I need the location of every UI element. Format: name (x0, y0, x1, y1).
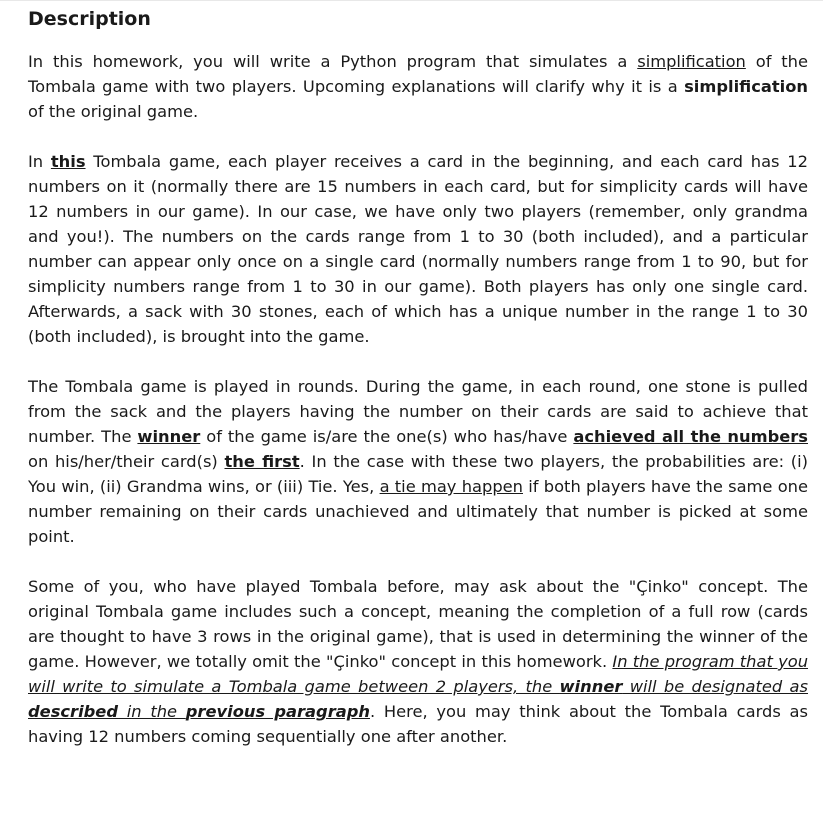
cinko-text-2: . Here, you may think about the Tombala cards as having 12 numbers coming sequentially one after another. (28, 702, 808, 746)
rounds-text-3: on his/her/their card(s) (28, 452, 225, 471)
cards-text-2: Tombala game, each player receives a card in the beginning, and each card has 12 numbers on it (normally there are 15 numbers in each card, but for simplicity cards will have 12 numbers in our game). In our case, we have only two players (remember, only grandma and you!). The numbers on the cards range from 1 to 30 (both included), and a particular number can appear only once on a single card (normally numbers range from 1 to 90, but for simplicity numbers range from 1 to 30 in our game). Both players has only one single card. Afterwards, a sack with 30 stones, each of which has a unique number in the range 1 to 30 (both included), is brought into the game. (28, 152, 809, 346)
cinko-text-1: Some of you, who have played Tombala before, may ask about the "Çinko" concept. The original Tombala game includes such a concept, meaning the completion of a full row (cards are thought to have 3 rows in the original game), that is used in determining the winner of the game. However, we totally omit the "Çinko" concept in this homework. (28, 577, 808, 671)
intro-text-2: of the Tombala game with two players. Upcoming explanations will clarify why it is a (28, 52, 809, 96)
paragraph-cinko (28, 574, 808, 749)
section-heading: Description (28, 8, 151, 30)
intro-underlined-simplification: simplification (637, 52, 746, 71)
rounds-underlined-tie: a tie may happen (379, 477, 523, 496)
cards-bold-this: this (50, 152, 86, 171)
rounds-text-1: The Tombala game is played in rounds. During the game, in each round, one stone is pulled from the sack and the players having the number on their cards are said to achieve that number. The (28, 377, 808, 446)
intro-text-3: of the original game. (28, 102, 199, 121)
rounds-bold-first: the first (224, 452, 300, 471)
cinko-italic-2: will be designated as (622, 677, 808, 696)
cinko-italic-bold-previous-paragraph: previous paragraph (185, 702, 370, 721)
cinko-italic-3: in the (118, 702, 186, 721)
intro-text-1: In this homework, you will write a Python program that simulates a (28, 52, 638, 71)
cinko-italic-bold-winner: winner (559, 677, 623, 696)
rounds-text-4: . In the case with these two players, the probabilities are: (i) You win, (ii) Grandma wins, or (iii) Tie. Yes, (28, 452, 808, 496)
cinko-italic-bold-described: described (28, 702, 119, 721)
rounds-bold-achieved: achieved all the numbers (573, 427, 808, 446)
rounds-bold-winner: winner (137, 427, 201, 446)
cards-text-1: In (28, 152, 51, 171)
paragraph-cards (28, 149, 808, 349)
cinko-italic-1: In the program that you will write to simulate a Tombala game between 2 players, the (28, 652, 809, 696)
rounds-text-5: if both players have the same one number remaining on their cards unachieved and ultimately that number is picked at some point. (28, 477, 808, 546)
paragraph-rounds (28, 374, 808, 549)
intro-bold-simplification: simplification (684, 77, 808, 96)
paragraph-intro (28, 49, 808, 124)
rounds-text-2: of the game is/are the one(s) who has/have (200, 427, 574, 446)
